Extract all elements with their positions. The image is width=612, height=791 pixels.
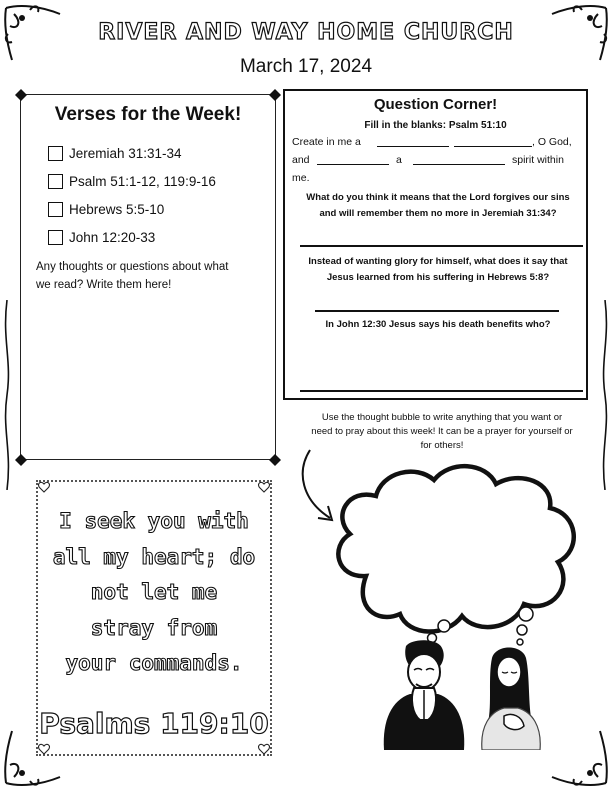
question-3: In John 12:30 Jesus says his death benefits who? (325, 319, 551, 330)
verse-label: John 12:20-33 (69, 229, 156, 245)
fill-text: spirit within (512, 154, 564, 166)
fill-blanks-title: Fill in the blanks: Psalm 51:10 (364, 120, 507, 131)
question-1 (290, 190, 586, 222)
praying-man-illustration (378, 640, 470, 750)
verse-checkbox[interactable] (48, 146, 63, 161)
quote-line: your commands. (65, 651, 243, 675)
thoughts-prompt-line: Any thoughts or questions about what (36, 261, 229, 273)
blank-field[interactable] (413, 164, 505, 165)
fill-text: , O God, (532, 136, 572, 148)
quote-reference: Psalms 119:10 (39, 707, 269, 740)
quote-line: all my heart; do (52, 544, 256, 569)
frame-corner-icon (14, 88, 28, 102)
fill-blank-line (292, 133, 584, 151)
side-ornament-right (598, 300, 612, 490)
side-ornament-left (0, 300, 14, 490)
verse-checkbox[interactable] (48, 230, 63, 245)
prayer-caption-line: Use the thought bubble to write anything that you want or (321, 412, 563, 423)
question-1-line: What do you think it means that the Lord forgives our sins (306, 192, 570, 203)
prayer-caption-line: for others! (420, 440, 464, 451)
prayer-caption-line: need to pray about this week! It can be a prayer for yourself or (311, 426, 573, 437)
verse-checkbox[interactable] (48, 174, 63, 189)
fill-text: and (292, 154, 310, 166)
answer-line-3[interactable] (300, 390, 583, 392)
thoughts-prompt (36, 258, 266, 294)
blank-field[interactable] (317, 164, 389, 165)
verse-checkbox[interactable] (48, 202, 63, 217)
verse-item[interactable] (48, 143, 182, 163)
frame-corner-icon (268, 453, 282, 467)
blank-field[interactable] (454, 146, 532, 147)
fill-blank-line (292, 151, 584, 169)
prayer-caption (286, 411, 598, 453)
question-2-line: Instead of wanting glory for himself, what does it say that (308, 256, 568, 267)
service-date: March 17, 2024 (239, 56, 373, 77)
praying-woman-illustration (478, 646, 546, 750)
answer-line-2[interactable] (315, 310, 559, 312)
quote-line: stray from (90, 615, 218, 640)
verse-item[interactable] (48, 227, 155, 247)
question-corner-title: Question Corner! (373, 96, 498, 113)
fill-text: me. (292, 172, 310, 184)
quote-text (36, 504, 272, 682)
quote-line: not let me (90, 580, 218, 604)
verse-label: Hebrews 5:5-10 (69, 201, 165, 217)
verse-item[interactable] (48, 171, 216, 191)
fill-text: a (396, 154, 402, 166)
quote-line: I seek you with (59, 509, 249, 533)
answer-line-1[interactable] (300, 245, 583, 247)
verse-item[interactable] (48, 199, 164, 219)
verse-label: Jeremiah 31:31-34 (69, 145, 182, 161)
fill-text: Create in me a (292, 136, 361, 148)
verses-title: Verses for the Week! (54, 104, 242, 125)
thoughts-prompt-line: we read? Write them here! (36, 279, 172, 291)
frame-corner-icon (14, 453, 28, 467)
blank-field[interactable] (377, 146, 449, 147)
question-2 (290, 254, 586, 286)
thought-bubble[interactable] (326, 458, 586, 648)
fill-blank-line (292, 169, 584, 187)
verse-label: Psalm 51:1-12, 119:9-16 (69, 173, 216, 189)
church-name: RIVER AND WAY HOME CHURCH (98, 20, 514, 45)
question-1-line: and will remember them no more in Jeremiah 31:34? (319, 208, 557, 219)
question-2-line: Jesus learned from his suffering in Hebrews 5:8? (326, 272, 550, 283)
frame-corner-icon (268, 88, 282, 102)
